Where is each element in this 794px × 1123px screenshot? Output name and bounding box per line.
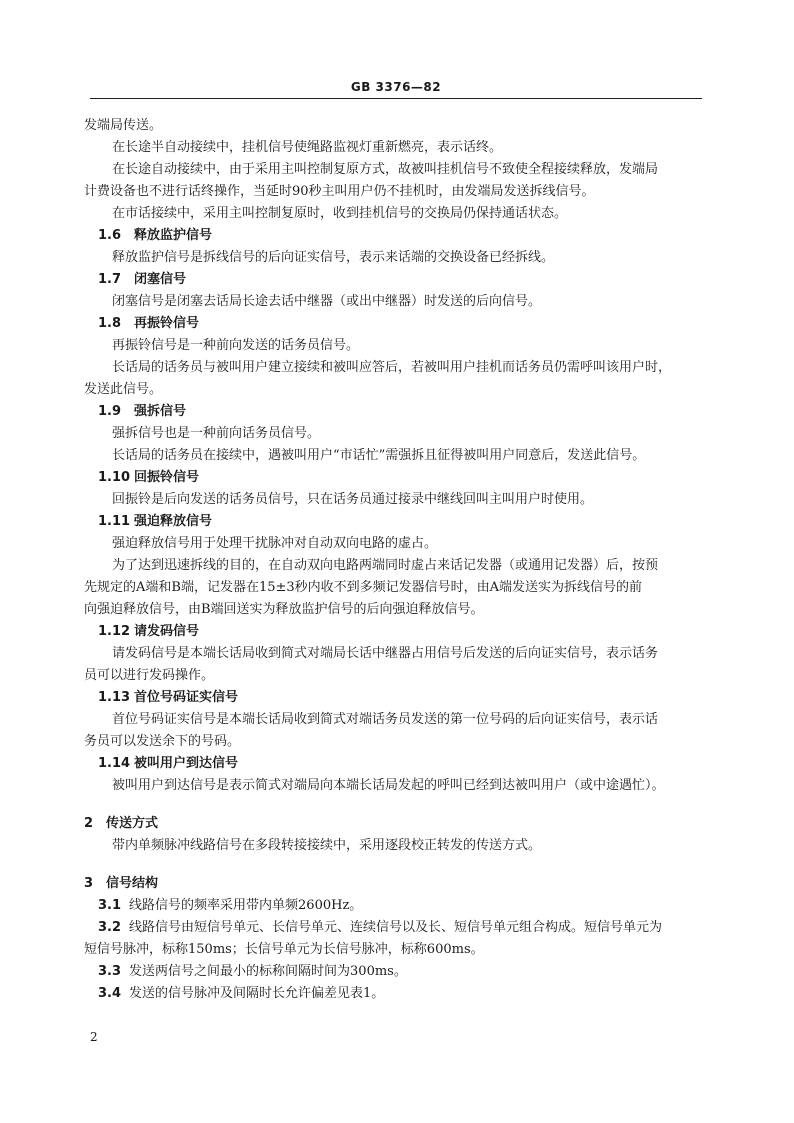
clause-number: 3.4 — [98, 986, 122, 1001]
clause-text: 发送两信号之间最小的标称间隔时间为300ms。 — [129, 964, 407, 979]
numbered-clause — [84, 961, 714, 983]
page-number: 2 — [90, 1030, 98, 1044]
paragraph-line: 强拆信号也是一种前向话务员信号。 — [112, 426, 321, 441]
heading-title: 闭塞信号 — [134, 272, 187, 287]
paragraph-line: 发端局传送。 — [84, 118, 163, 133]
subsection-heading — [84, 621, 714, 643]
paragraph-line: 首位号码证实信号是本端长话局收到简式对端话务员发送的第一位号码的后向证实信号，表示话 — [112, 712, 659, 727]
subsection-heading — [84, 511, 714, 533]
paragraph-line: 带内单频脉冲线路信号在多段转接接续中，采用逐段校正转发的传送方式。 — [112, 838, 542, 853]
clause-number: 3.3 — [98, 964, 122, 979]
paragraph-line: 在长途自动接续中，由于采用主叫控制复原方式，故被叫挂机信号不致使全程接续释放，发端局 — [112, 162, 659, 177]
paragraph-line: 闭塞信号是闭塞去话局长途去话中继器（或出中继器）时发送的后向信号。 — [112, 294, 542, 309]
document-body — [84, 115, 714, 1005]
heading-number: 1.6 — [98, 228, 122, 243]
paragraph-line: 长话局的话务员与被叫用户建立接续和被叫应答后，若被叫用户挂机而话务员仍需呼叫该用户时， — [112, 360, 672, 375]
heading-title: 被叫用户到达信号 — [134, 756, 239, 771]
paragraph-line: 为了达到迅速拆线的目的，在自动双向电路两端同时虚占来话记发器（或通用记发器）后，按预 — [112, 558, 659, 573]
paragraph-line: 计费设备也不进行话终操作，当延时90秒主叫用户仍不挂机时，由发端局发送拆线信号。 — [84, 184, 595, 199]
paragraph-line: 被叫用户到达信号是表示简式对端局向本端长话局发起的呼叫已经到达被叫用户（或中途遇忙）。 — [112, 778, 665, 793]
heading-number: 1.13 — [98, 690, 131, 705]
numbered-clause — [84, 917, 714, 939]
heading-number: 1.14 — [98, 756, 131, 771]
subsection-heading — [84, 313, 714, 335]
paragraph-line: 强迫释放信号用于处理干扰脉冲对自动双向电路的虚占。 — [112, 536, 438, 551]
subsection-heading — [84, 401, 714, 423]
header-divider — [90, 98, 702, 99]
heading-title: 传送方式 — [106, 816, 159, 831]
subsection-heading — [84, 753, 714, 775]
paragraph-line: 再振铃信号是一种前向发送的话务员信号。 — [112, 338, 360, 353]
numbered-clause — [84, 983, 714, 1005]
section-spacer — [84, 857, 714, 863]
numbered-clause — [84, 895, 714, 917]
clause-text: 线路信号由短信号单元、长信号单元、连续信号以及长、短信号单元组合构成。短信号单元为 — [129, 920, 663, 935]
paragraph-line: 先规定的A端和B端，记发器在15±3秒内收不到多频记发器信号时，由A端发送实为拆线信号的前 — [84, 580, 643, 595]
heading-number: 1.12 — [98, 624, 131, 639]
subsection-heading — [84, 225, 714, 247]
page-header: GB 3376—82 — [350, 80, 442, 94]
paragraph-line: 在长途半自动接续中，挂机信号使绳路监视灯重新燃亮，表示话终。 — [112, 140, 503, 155]
subsection-heading — [84, 687, 714, 709]
paragraph-line: 长话局的话务员在接续中，遇被叫用户“市话忙”需强拆且征得被叫用户同意后，发送此信号。 — [112, 448, 646, 463]
paragraph-line: 短信号脉冲，标称150ms；长信号单元为长信号脉冲，标称600ms。 — [84, 942, 484, 957]
paragraph-line: 员可以进行发码操作。 — [84, 668, 215, 683]
heading-number: 1.10 — [98, 470, 131, 485]
heading-number: 3 — [84, 876, 94, 891]
section-spacer — [84, 797, 714, 803]
heading-number: 1.8 — [98, 316, 122, 331]
heading-title: 释放监护信号 — [134, 228, 213, 243]
heading-title: 首位号码证实信号 — [134, 690, 239, 705]
clause-text: 发送的信号脉冲及间隔时长允许偏差见表1。 — [129, 986, 385, 1001]
subsection-heading — [84, 269, 714, 291]
heading-title: 请发码信号 — [134, 624, 200, 639]
heading-title: 强迫释放信号 — [134, 514, 213, 529]
clause-text: 线路信号的频率采用带内单频2600Hz。 — [129, 898, 363, 913]
section-heading — [84, 873, 714, 895]
section-heading — [84, 813, 714, 835]
paragraph-line: 在市话接续中，采用主叫控制复原时，收到挂机信号的交换局仍保持通话状态。 — [112, 206, 568, 221]
clause-number: 3.2 — [98, 920, 122, 935]
paragraph-line: 回振铃是后向发送的话务员信号，只在话务员通过接录中继线回叫主叫用户时使用。 — [112, 492, 594, 507]
clause-number: 3.1 — [98, 898, 122, 913]
heading-title: 强拆信号 — [134, 404, 187, 419]
heading-title: 再振铃信号 — [134, 316, 200, 331]
heading-title: 信号结构 — [106, 876, 159, 891]
paragraph-line: 向强迫释放信号，由B端回送实为释放监护信号的后向强迫释放信号。 — [84, 602, 484, 617]
heading-number: 1.11 — [98, 514, 131, 529]
heading-title: 回振铃信号 — [134, 470, 200, 485]
paragraph-line: 请发码信号是本端长话局收到简式对端局长话中继器占用信号后发送的后向证实信号，表示话务 — [112, 646, 659, 661]
paragraph-line: 发送此信号。 — [84, 382, 163, 397]
heading-number: 1.9 — [98, 404, 122, 419]
paragraph-line: 释放监护信号是拆线信号的后向证实信号，表示来话端的交换设备已经拆线。 — [112, 250, 555, 265]
paragraph-line: 务员可以发送余下的号码。 — [84, 734, 241, 749]
subsection-heading — [84, 467, 714, 489]
heading-number: 1.7 — [98, 272, 122, 287]
heading-number: 2 — [84, 816, 94, 831]
